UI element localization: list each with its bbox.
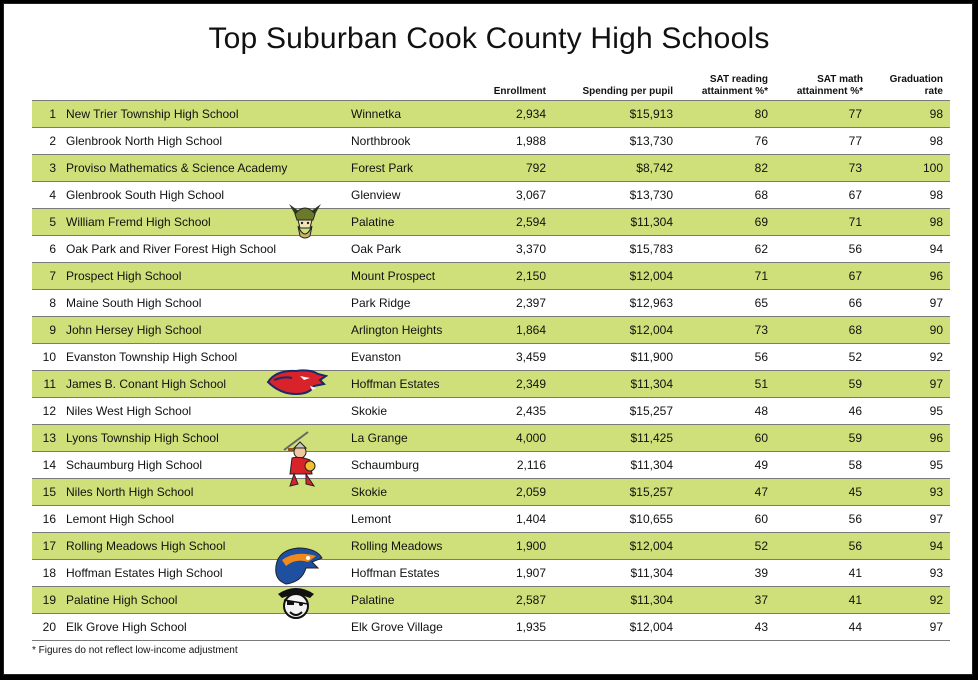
sat-reading-cell: 48: [754, 404, 768, 418]
enrollment-cell: 2,150: [515, 269, 546, 283]
hawk-mascot-icon: [272, 546, 324, 586]
spending-cell: $15,257: [629, 404, 673, 418]
graduation-rate-cell: 100: [922, 161, 943, 175]
sat-reading-cell: 69: [754, 215, 768, 229]
sat-reading-cell: 68: [754, 188, 768, 202]
rank-cell: 1: [49, 107, 56, 121]
pirate-mascot-icon: [276, 584, 316, 622]
table-row: [32, 208, 950, 235]
enrollment-cell: 1,404: [515, 512, 546, 526]
graduation-rate-cell: 93: [929, 566, 943, 580]
sat-math-cell: 59: [848, 377, 862, 391]
school-name-cell: Oak Park and River Forest High School: [66, 242, 277, 256]
viking-mascot-icon: [286, 198, 324, 242]
school-name-cell: Niles North High School: [66, 485, 194, 499]
header-graduation-line2: rate: [924, 86, 943, 97]
graduation-rate-cell: 95: [929, 458, 943, 472]
sat-reading-cell: 52: [754, 539, 768, 553]
enrollment-cell: 1,864: [515, 323, 546, 337]
sat-reading-cell: 65: [754, 296, 768, 310]
graduation-rate-cell: 92: [929, 593, 943, 607]
sat-math-cell: 52: [848, 350, 862, 364]
header-graduation-line1: Graduation: [889, 74, 943, 85]
city-cell: Northbrook: [351, 134, 411, 148]
city-cell: Winnetka: [351, 107, 402, 121]
graduation-rate-cell: 96: [929, 269, 943, 283]
table-row: [32, 451, 950, 478]
sat-math-cell: 41: [848, 566, 862, 580]
school-name-cell: New Trier Township High School: [66, 107, 239, 121]
city-cell: Lemont: [351, 512, 392, 526]
city-cell: Glenview: [351, 188, 401, 202]
enrollment-cell: 1,988: [515, 134, 546, 148]
table-row: [32, 316, 950, 343]
rank-cell: 13: [42, 431, 56, 445]
city-cell: Mount Prospect: [351, 269, 436, 283]
graduation-rate-cell: 97: [929, 620, 943, 634]
table-row: [32, 181, 950, 208]
school-name-cell: Proviso Mathematics & Science Academy: [66, 161, 288, 175]
rank-cell: 4: [49, 188, 56, 202]
school-name-cell: Elk Grove High School: [66, 620, 187, 634]
sat-math-cell: 56: [848, 242, 862, 256]
graduation-rate-cell: 97: [929, 296, 943, 310]
enrollment-cell: 3,459: [515, 350, 546, 364]
footnote: * Figures do not reflect low-income adjustment: [32, 645, 238, 656]
header-enrollment: [488, 86, 546, 98]
saxon-knight-mascot-icon: [280, 430, 322, 488]
sat-reading-cell: 39: [754, 566, 768, 580]
spending-cell: $8,742: [636, 161, 673, 175]
school-name-cell: Niles West High School: [66, 404, 192, 418]
page-title: Top Suburban Cook County High Schools: [208, 22, 770, 55]
school-name-cell: Maine South High School: [66, 296, 202, 310]
enrollment-cell: 2,116: [516, 458, 546, 472]
header-sat-reading-line2: attainment %*: [701, 86, 768, 97]
sat-math-cell: 66: [848, 296, 862, 310]
city-cell: Forest Park: [351, 161, 414, 175]
graduation-rate-cell: 97: [929, 512, 943, 526]
schools-table: [32, 100, 950, 641]
enrollment-cell: 3,370: [515, 242, 546, 256]
spending-cell: $15,257: [629, 485, 673, 499]
sat-reading-cell: 76: [754, 134, 768, 148]
sat-math-cell: 59: [848, 431, 862, 445]
sat-math-cell: 56: [848, 539, 862, 553]
school-name-cell: Palatine High School: [66, 593, 178, 607]
spending-cell: $12,004: [629, 539, 673, 553]
graduation-rate-cell: 98: [929, 107, 943, 121]
sat-math-cell: 68: [848, 323, 862, 337]
rank-cell: 17: [42, 539, 56, 553]
school-name-cell: Schaumburg High School: [66, 458, 203, 472]
graduation-rate-cell: 97: [929, 377, 943, 391]
sat-math-cell: 71: [848, 215, 862, 229]
enrollment-cell: 2,397: [515, 296, 546, 310]
rank-cell: 6: [49, 242, 56, 256]
rank-cell: 15: [42, 485, 56, 499]
sat-reading-cell: 49: [754, 458, 768, 472]
city-cell: Skokie: [351, 404, 388, 418]
enrollment-cell: 1,907: [515, 566, 546, 580]
school-name-cell: John Hersey High School: [66, 323, 202, 337]
sat-reading-cell: 37: [754, 593, 768, 607]
rank-cell: 5: [49, 215, 56, 229]
school-name-cell: Lyons Township High School: [66, 431, 219, 445]
header-sat-math: [785, 74, 863, 98]
enrollment-cell: 2,059: [515, 485, 546, 499]
spending-cell: $15,913: [629, 107, 673, 121]
spending-cell: $11,304: [630, 566, 673, 580]
spending-cell: $13,730: [629, 188, 673, 202]
school-name-cell: Glenbrook North High School: [66, 134, 223, 148]
city-cell: Palatine: [351, 215, 395, 229]
enrollment-cell: 2,934: [515, 107, 546, 121]
sat-math-cell: 56: [848, 512, 862, 526]
graduation-rate-cell: 98: [929, 134, 943, 148]
table-row: [32, 343, 950, 370]
table-row: [32, 100, 950, 127]
sat-reading-cell: 47: [754, 485, 768, 499]
rank-cell: 10: [42, 350, 56, 364]
rank-cell: 9: [49, 323, 56, 337]
table-row: [32, 289, 950, 316]
sat-math-cell: 45: [848, 485, 862, 499]
city-cell: Hoffman Estates: [351, 566, 440, 580]
spending-cell: $15,783: [629, 242, 673, 256]
enrollment-cell: 2,587: [515, 593, 546, 607]
table-row: [32, 505, 950, 532]
header-enrollment-label: Enrollment: [493, 86, 546, 97]
city-cell: Schaumburg: [351, 458, 420, 472]
sat-math-cell: 58: [848, 458, 862, 472]
city-cell: La Grange: [351, 431, 408, 445]
sat-reading-cell: 62: [754, 242, 768, 256]
table-row: [32, 397, 950, 424]
enrollment-cell: 4,000: [515, 431, 546, 445]
graduation-rate-cell: 96: [929, 431, 943, 445]
rank-cell: 20: [42, 620, 56, 634]
spending-cell: $11,304: [630, 593, 673, 607]
enrollment-cell: 2,435: [515, 404, 546, 418]
rank-cell: 11: [43, 377, 56, 391]
graduation-rate-cell: 92: [929, 350, 943, 364]
sat-math-cell: 77: [848, 134, 862, 148]
spending-cell: $10,655: [629, 512, 673, 526]
table-row: [32, 127, 950, 154]
enrollment-cell: 1,900: [515, 539, 546, 553]
graduation-rate-cell: 95: [929, 404, 943, 418]
sat-reading-cell: 82: [754, 161, 768, 175]
header-graduation: [880, 74, 943, 98]
spending-cell: $11,304: [630, 215, 673, 229]
spending-cell: $12,004: [629, 323, 673, 337]
header-spending-label: Spending per pupil: [582, 86, 673, 97]
header-sat-reading: [690, 74, 768, 98]
sat-reading-cell: 56: [754, 350, 768, 364]
cougar-mascot-icon: [266, 366, 328, 398]
school-name-cell: James B. Conant High School: [66, 377, 227, 391]
graduation-rate-cell: 93: [929, 485, 943, 499]
enrollment-cell: 3,067: [515, 188, 546, 202]
city-cell: Oak Park: [351, 242, 402, 256]
city-cell: Park Ridge: [351, 296, 411, 310]
table-row: [32, 532, 950, 559]
spending-cell: $13,730: [629, 134, 673, 148]
school-name-cell: Glenbrook South High School: [66, 188, 225, 202]
school-name-cell: Lemont High School: [66, 512, 175, 526]
rank-cell: 12: [42, 404, 56, 418]
header-sat-math-line1: SAT math: [817, 74, 863, 85]
sat-math-cell: 67: [848, 188, 862, 202]
city-cell: Elk Grove Village: [351, 620, 443, 634]
spending-cell: $11,900: [630, 350, 673, 364]
header-spending: [570, 86, 673, 98]
city-cell: Evanston: [351, 350, 402, 364]
sat-reading-cell: 73: [754, 323, 768, 337]
table-row: [32, 559, 950, 586]
spending-cell: $11,425: [630, 431, 673, 445]
rank-cell: 14: [42, 458, 56, 472]
sat-reading-cell: 51: [754, 377, 768, 391]
rank-cell: 2: [49, 134, 56, 148]
table-row: [32, 478, 950, 505]
city-cell: Rolling Meadows: [351, 539, 443, 553]
enrollment-cell: 2,349: [515, 377, 546, 391]
sat-math-cell: 67: [848, 269, 862, 283]
header-sat-reading-line1: SAT reading: [709, 74, 768, 85]
school-name-cell: Hoffman Estates High School: [66, 566, 223, 580]
header-sat-math-line2: attainment %*: [796, 86, 863, 97]
sat-math-cell: 77: [848, 107, 862, 121]
school-name-cell: William Fremd High School: [66, 215, 211, 229]
table-row: [32, 262, 950, 289]
sat-reading-cell: 80: [754, 107, 768, 121]
spending-cell: $12,963: [629, 296, 673, 310]
spending-cell: $11,304: [630, 377, 673, 391]
sat-reading-cell: 60: [754, 431, 768, 445]
school-name-cell: Rolling Meadows High School: [66, 539, 226, 553]
enrollment-cell: 1,935: [515, 620, 546, 634]
city-cell: Arlington Heights: [351, 323, 443, 337]
sat-math-cell: 41: [848, 593, 862, 607]
enrollment-cell: 792: [525, 161, 546, 175]
sat-reading-cell: 43: [754, 620, 768, 634]
graduation-rate-cell: 98: [929, 215, 943, 229]
table-row: [32, 154, 950, 181]
spending-cell: $12,004: [629, 269, 673, 283]
rank-cell: 18: [42, 566, 56, 580]
enrollment-cell: 2,594: [515, 215, 546, 229]
table-row: [32, 235, 950, 262]
table-row: [32, 424, 950, 451]
city-cell: Palatine: [351, 593, 395, 607]
city-cell: Skokie: [351, 485, 388, 499]
rank-cell: 19: [42, 593, 56, 607]
rank-cell: 8: [49, 296, 56, 310]
graduation-rate-cell: 90: [929, 323, 943, 337]
table-row: [32, 370, 950, 397]
table-row: [32, 613, 950, 641]
school-name-cell: Prospect High School: [66, 269, 182, 283]
sat-math-cell: 46: [848, 404, 862, 418]
sat-reading-cell: 71: [754, 269, 768, 283]
rank-cell: 3: [49, 161, 56, 175]
school-name-cell: Evanston Township High School: [66, 350, 238, 364]
sat-math-cell: 44: [848, 620, 862, 634]
city-cell: Hoffman Estates: [351, 377, 440, 391]
graduation-rate-cell: 98: [929, 188, 943, 202]
spending-cell: $12,004: [629, 620, 673, 634]
graduation-rate-cell: 94: [929, 242, 943, 256]
rank-cell: 16: [42, 512, 56, 526]
spending-cell: $11,304: [630, 458, 673, 472]
sat-math-cell: 73: [848, 161, 862, 175]
graduation-rate-cell: 94: [929, 539, 943, 553]
sat-reading-cell: 60: [754, 512, 768, 526]
rank-cell: 7: [49, 269, 56, 283]
table-row: [32, 586, 950, 613]
